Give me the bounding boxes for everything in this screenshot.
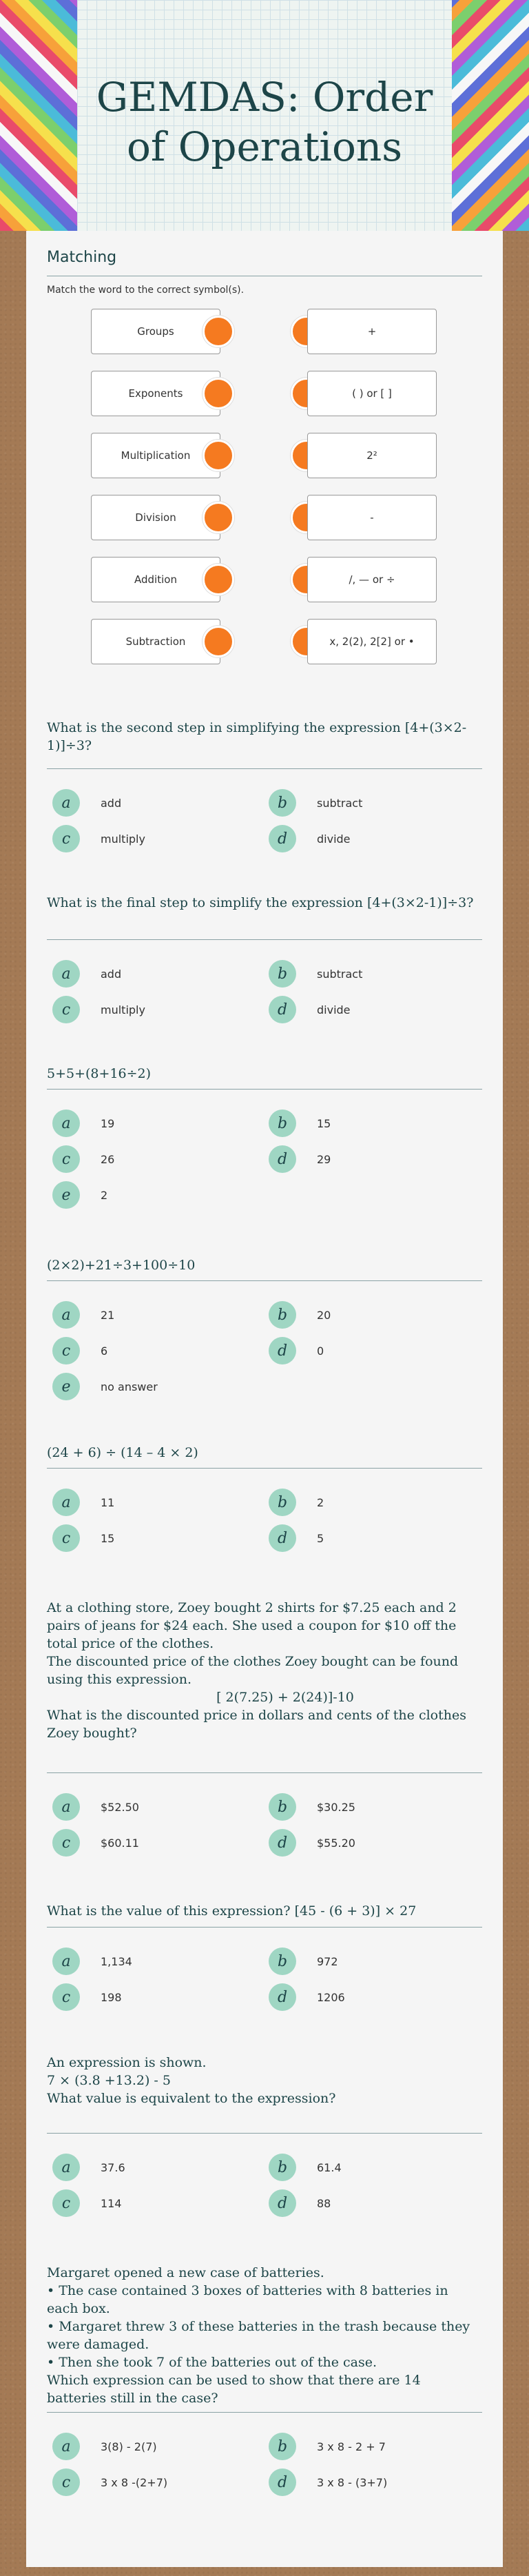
answer-option[interactable] xyxy=(269,789,362,817)
answer-option[interactable] xyxy=(52,2468,167,2496)
option-text: divide xyxy=(317,1003,351,1016)
question-line: Margaret opened a new case of batteries. xyxy=(47,2265,324,2280)
worksheet-card xyxy=(26,231,503,2567)
answer-option[interactable] xyxy=(52,825,145,852)
answer-option[interactable] xyxy=(52,1373,158,1400)
answer-option[interactable] xyxy=(269,2468,387,2496)
option-letter-badge[interactable]: a xyxy=(52,2433,80,2460)
question-line: (24 + 6) ÷ (14 – 4 × 2) xyxy=(47,1445,198,1460)
answer-option[interactable] xyxy=(269,1948,338,1975)
option-text: divide xyxy=(317,832,351,846)
match-term-box[interactable]: Groups xyxy=(91,309,220,354)
answer-option[interactable] xyxy=(269,1524,324,1552)
answer-option[interactable] xyxy=(52,1948,132,1975)
option-letter-badge[interactable]: d xyxy=(269,825,296,852)
option-letter-badge[interactable]: d xyxy=(269,1983,296,2011)
match-connector-dot[interactable] xyxy=(203,502,234,533)
match-connector-dot[interactable] xyxy=(203,564,234,595)
option-text: $60.11 xyxy=(101,1836,139,1850)
answer-option[interactable] xyxy=(52,1829,139,1857)
option-text: 198 xyxy=(101,1990,122,2004)
question-text xyxy=(47,1599,482,1742)
option-text: 1,134 xyxy=(101,1954,132,1968)
option-letter-badge[interactable]: a xyxy=(52,1301,80,1329)
question-text xyxy=(47,719,482,755)
answer-option[interactable] xyxy=(52,2154,125,2181)
answer-option[interactable] xyxy=(269,1829,355,1857)
option-text: 114 xyxy=(101,2196,122,2210)
option-letter-badge[interactable]: b xyxy=(269,960,296,988)
divider xyxy=(47,1927,482,1928)
option-letter-badge[interactable]: c xyxy=(52,1145,80,1173)
option-text: 11 xyxy=(101,1495,115,1509)
divider xyxy=(47,2133,482,2134)
match-term-box[interactable]: Subtraction xyxy=(91,619,220,664)
option-letter-badge[interactable]: b xyxy=(269,2433,296,2460)
divider xyxy=(47,1772,482,1773)
option-letter-badge[interactable]: d xyxy=(269,2189,296,2217)
option-text: 2 xyxy=(317,1495,324,1509)
question-text xyxy=(47,1256,482,1274)
question-line: An expression is shown. xyxy=(47,2055,207,2070)
answer-option[interactable] xyxy=(52,996,145,1023)
option-text: 3 x 8 - (3+7) xyxy=(317,2475,388,2489)
option-letter-badge[interactable]: a xyxy=(52,2154,80,2181)
question-line: Which expression can be used to show that there are 14 batteries still in the case? xyxy=(47,2373,421,2406)
matching-heading: Matching xyxy=(47,249,117,266)
option-text: $30.25 xyxy=(317,1800,355,1814)
answer-option[interactable] xyxy=(269,2189,331,2217)
answer-option[interactable] xyxy=(269,1110,331,1137)
page-title: GEMDAS: Order of Operations xyxy=(96,74,433,170)
option-letter-badge[interactable]: d xyxy=(269,996,296,1023)
option-text: 15 xyxy=(101,1531,115,1545)
answer-option[interactable] xyxy=(52,960,121,988)
answer-option[interactable] xyxy=(269,1793,355,1821)
answer-option[interactable] xyxy=(269,2154,342,2181)
option-text: 21 xyxy=(101,1308,115,1322)
answer-option[interactable] xyxy=(269,996,351,1023)
question-line: What is the value of this expression? [45 - (6 + 3)] × 27 xyxy=(47,1903,417,1919)
divider xyxy=(47,939,482,940)
divider xyxy=(47,768,482,769)
chevron-pattern-left xyxy=(0,0,77,231)
option-letter-badge[interactable]: c xyxy=(52,1524,80,1552)
question-text xyxy=(47,1065,482,1083)
option-letter-badge[interactable]: a xyxy=(52,1489,80,1516)
option-text: add xyxy=(101,967,122,981)
question-text xyxy=(47,2264,482,2407)
answer-option[interactable] xyxy=(52,1489,114,1516)
divider xyxy=(47,1468,482,1469)
question-line: • Margaret threw 3 of these batteries in the trash because they were damaged. xyxy=(47,2319,470,2352)
matching-instruction: Match the word to the correct symbol(s). xyxy=(47,285,245,296)
option-letter-badge[interactable]: d xyxy=(269,1145,296,1173)
match-term-box[interactable]: Exponents xyxy=(91,371,220,416)
option-letter-badge[interactable]: b xyxy=(269,1489,296,1516)
option-text: 5 xyxy=(317,1531,324,1545)
option-letter-badge[interactable]: b xyxy=(269,1948,296,1975)
option-text: 972 xyxy=(317,1954,338,1968)
option-text: 3 x 8 -(2+7) xyxy=(101,2475,168,2489)
option-text: 19 xyxy=(101,1116,115,1130)
option-letter-badge[interactable]: d xyxy=(269,1524,296,1552)
option-letter-badge[interactable]: c xyxy=(52,2189,80,2217)
option-letter-badge[interactable]: a xyxy=(52,789,80,817)
answer-option[interactable] xyxy=(269,825,351,852)
match-symbol-box[interactable]: /, — or ÷ xyxy=(307,557,437,602)
match-term-box[interactable]: Addition xyxy=(91,557,220,602)
answer-option[interactable] xyxy=(269,1301,331,1329)
match-connector-dot[interactable] xyxy=(203,378,234,409)
option-letter-badge[interactable]: d xyxy=(269,1829,296,1857)
match-connector-dot[interactable] xyxy=(203,626,234,657)
match-symbol-box[interactable]: - xyxy=(307,495,437,540)
option-text: 1206 xyxy=(317,1990,345,2004)
question-line: 5+5+(8+16÷2) xyxy=(47,1066,152,1081)
answer-option[interactable] xyxy=(52,1337,107,1364)
match-symbol-box[interactable]: 2² xyxy=(307,433,437,478)
answer-option[interactable] xyxy=(52,1181,107,1209)
answer-option[interactable] xyxy=(52,1793,139,1821)
option-letter-badge[interactable]: b xyxy=(269,1793,296,1821)
option-letter-badge[interactable]: e xyxy=(52,1181,80,1209)
option-letter-badge[interactable]: c xyxy=(52,2468,80,2496)
answer-option[interactable] xyxy=(269,2433,386,2460)
option-text: subtract xyxy=(317,967,363,981)
question-line: What value is equivalent to the expression? xyxy=(47,2091,336,2106)
question-text xyxy=(47,1444,482,1462)
question-line: At a clothing store, Zoey bought 2 shirts for $7.25 each and 2 pairs of jeans for $24 each. She used a coupon for $10 off the total price of the clothes. xyxy=(47,1600,457,1651)
answer-option[interactable] xyxy=(269,1145,331,1173)
answer-option[interactable] xyxy=(52,1145,114,1173)
answer-option[interactable] xyxy=(52,1301,114,1329)
header-banner xyxy=(0,0,529,231)
option-text: $52.50 xyxy=(101,1800,139,1814)
question-line: What is the discounted price in dollars and cents of the clothes Zoey bought? xyxy=(47,1708,466,1741)
question-line: What is the final step to simplify the expression [4+(3×2-1)]÷3? xyxy=(47,895,474,910)
option-letter-badge[interactable]: b xyxy=(269,2154,296,2181)
match-symbol-box[interactable]: x, 2(2), 2[2] or • xyxy=(307,619,437,664)
option-letter-badge[interactable]: a xyxy=(52,1110,80,1137)
option-text: 15 xyxy=(317,1116,331,1130)
option-letter-badge[interactable]: c xyxy=(52,1337,80,1364)
divider xyxy=(47,2412,482,2413)
answer-option[interactable] xyxy=(52,2189,122,2217)
answer-option[interactable] xyxy=(269,1337,324,1364)
option-text: 29 xyxy=(317,1152,331,1166)
option-text: no answer xyxy=(101,1380,158,1393)
match-term-box[interactable]: Division xyxy=(91,495,220,540)
option-text: multiply xyxy=(101,1003,145,1016)
option-letter-badge[interactable]: a xyxy=(52,1793,80,1821)
question-line: • Then she took 7 of the batteries out of the case. xyxy=(47,2355,377,2370)
option-text: 37.6 xyxy=(101,2160,125,2174)
option-letter-badge[interactable]: a xyxy=(52,960,80,988)
option-text: add xyxy=(101,796,122,810)
answer-option[interactable] xyxy=(269,1983,345,2011)
option-text: 88 xyxy=(317,2196,331,2210)
option-text: 26 xyxy=(101,1152,115,1166)
option-text: subtract xyxy=(317,796,363,810)
match-symbol-box[interactable]: ( ) or [ ] xyxy=(307,371,437,416)
question-line: [ 2(7.25) + 2(24)]-10 xyxy=(216,1690,354,1705)
question-line: (2×2)+21÷3+100÷10 xyxy=(47,1258,196,1273)
option-letter-badge[interactable]: d xyxy=(269,2468,296,2496)
option-letter-badge[interactable]: b xyxy=(269,1110,296,1137)
option-letter-badge[interactable]: c xyxy=(52,1829,80,1857)
question-text xyxy=(47,894,482,912)
answer-option[interactable] xyxy=(52,1983,122,2011)
option-letter-badge[interactable]: e xyxy=(52,1373,80,1400)
option-text: 3(8) - 2(7) xyxy=(101,2440,157,2453)
question-line: • The case contained 3 boxes of batteries with 8 batteries in each box. xyxy=(47,2283,448,2316)
question-text xyxy=(47,2054,482,2107)
option-text: 6 xyxy=(101,1344,108,1358)
answer-option[interactable] xyxy=(269,1489,324,1516)
option-text: $55.20 xyxy=(317,1836,355,1850)
option-text: 61.4 xyxy=(317,2160,342,2174)
option-text: 0 xyxy=(317,1344,324,1358)
option-letter-badge[interactable]: b xyxy=(269,789,296,817)
match-symbol-box[interactable]: + xyxy=(307,309,437,354)
chevron-pattern-right xyxy=(452,0,529,231)
match-connector-dot[interactable] xyxy=(203,440,234,471)
question-line: The discounted price of the clothes Zoey bought can be found using this expression. xyxy=(47,1654,459,1687)
answer-option[interactable] xyxy=(52,2433,157,2460)
match-connector-dot[interactable] xyxy=(203,316,234,347)
option-letter-badge[interactable]: c xyxy=(52,996,80,1023)
answer-option[interactable] xyxy=(52,1524,114,1552)
answer-option[interactable] xyxy=(52,1110,114,1137)
question-line: 7 × (3.8 +13.2) - 5 xyxy=(47,2073,171,2088)
answer-option[interactable] xyxy=(52,789,121,817)
option-text: multiply xyxy=(101,832,145,846)
option-text: 2 xyxy=(101,1188,108,1202)
option-letter-badge[interactable]: c xyxy=(52,1983,80,2011)
question-line: What is the second step in simplifying the expression [4+(3×2-1)]÷3? xyxy=(47,720,467,753)
answer-option[interactable] xyxy=(269,960,362,988)
option-text: 20 xyxy=(317,1308,331,1322)
option-letter-badge[interactable]: b xyxy=(269,1301,296,1329)
option-letter-badge[interactable]: c xyxy=(52,825,80,852)
question-text xyxy=(47,1902,482,1920)
option-text: 3 x 8 - 2 + 7 xyxy=(317,2440,386,2453)
match-term-box[interactable]: Multiplication xyxy=(91,433,220,478)
option-letter-badge[interactable]: a xyxy=(52,1948,80,1975)
option-letter-badge[interactable]: d xyxy=(269,1337,296,1364)
divider xyxy=(47,1280,482,1281)
divider xyxy=(47,1089,482,1090)
